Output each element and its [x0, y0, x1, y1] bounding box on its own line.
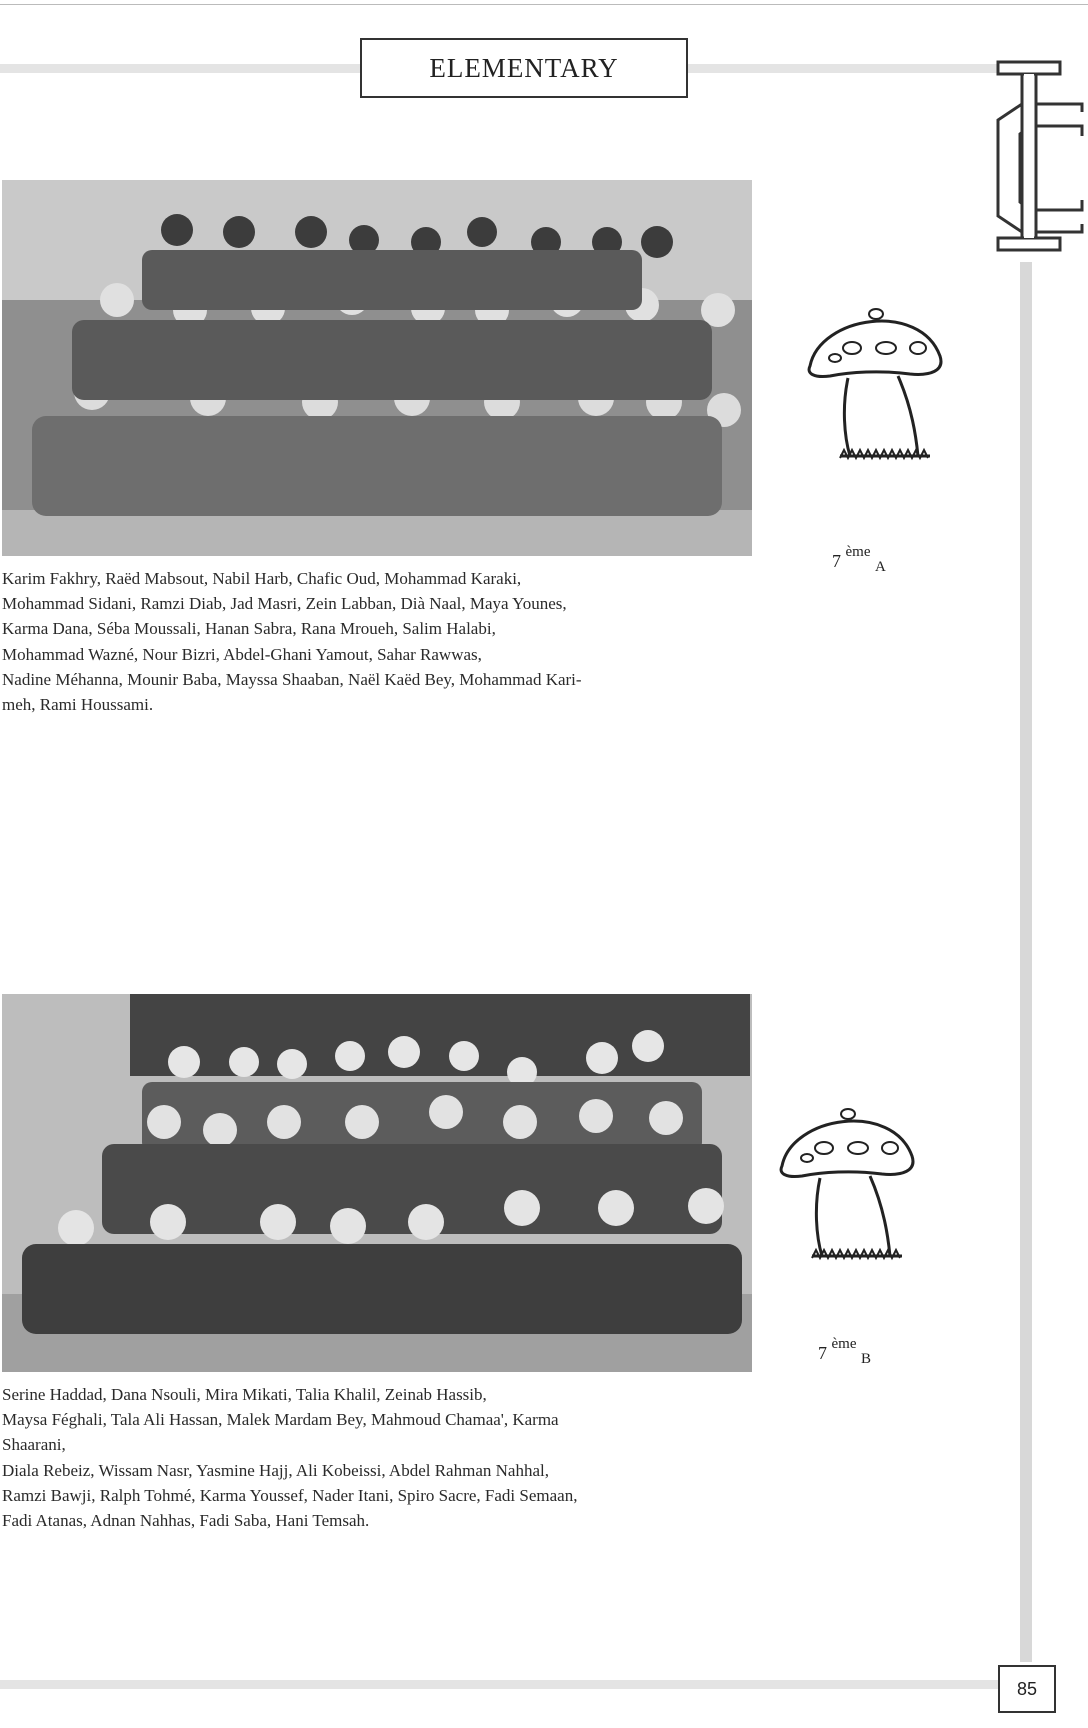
page-number: 85 [998, 1665, 1056, 1713]
class-section: A [874, 559, 886, 575]
caption-line: Maysa Féghali, Tala Ali Hassan, Malek Mardam Bey, Mahmoud Chamaa', Karma [2, 1410, 559, 1430]
mushroom-icon [772, 1096, 932, 1276]
caption-line: Nadine Méhanna, Mounir Baba, Mayssa Shaaban, Naël Kaëd Bey, Mohammad Kari- [2, 669, 582, 689]
caption-line: Serine Haddad, Dana Nsouli, Mira Mikati, Talia Khalil, Zeinab Hassib, [2, 1385, 487, 1404]
caption-line: Diala Rebeiz, Wissam Nasr, Yasmine Hajj, Ali Kobeissi, Abdel Rahman Nahhal, [2, 1460, 549, 1480]
class-suffix: ème [845, 544, 871, 560]
top-rule [0, 4, 1088, 5]
class-label-7a [832, 544, 886, 575]
class-grade: 7 [832, 551, 841, 571]
class-suffix: ème [831, 1336, 857, 1352]
caption-line: Ramzi Bawji, Ralph Tohmé, Karma Youssef, Nader Itani, Spiro Sacre, Fadi Semaan, [2, 1485, 578, 1505]
caption-line: Mohammad Wazné, Nour Bizri, Abdel-Ghani Yamout, Sahar Rawwas, [2, 644, 482, 664]
bottom-band [0, 1680, 1000, 1689]
class-photo-7a [2, 180, 752, 556]
caption-line: Mohammad Sidani, Ramzi Diab, Jad Masri, Zein Labban, Dià Naal, Maya Younes, [2, 594, 567, 614]
ic-monogram-icon [962, 60, 1088, 260]
class-grade: 7 [818, 1343, 827, 1363]
caption-line: Fadi Atanas, Adnan Nahhas, Fadi Saba, Hani Temsah. [2, 1511, 370, 1531]
caption-7a [2, 566, 762, 717]
mushroom-icon [800, 296, 960, 476]
caption-line: Karma Dana, Séba Moussali, Hanan Sabra, Rana Mroueh, Salim Halabi, [2, 619, 496, 639]
class-photo-7b [2, 994, 752, 1372]
caption-line: Shaarani, [2, 1435, 66, 1455]
section-title: ELEMENTARY [360, 38, 688, 98]
class-section: B [860, 1351, 871, 1367]
caption-line: Karim Fakhry, Raëd Mabsout, Nabil Harb, Chafic Oud, Mohammad Karaki, [2, 569, 522, 588]
caption-line: meh, Rami Houssami. [2, 695, 154, 715]
class-label-7b [818, 1336, 871, 1367]
side-bar [1020, 262, 1032, 1662]
caption-7b [2, 1382, 762, 1533]
